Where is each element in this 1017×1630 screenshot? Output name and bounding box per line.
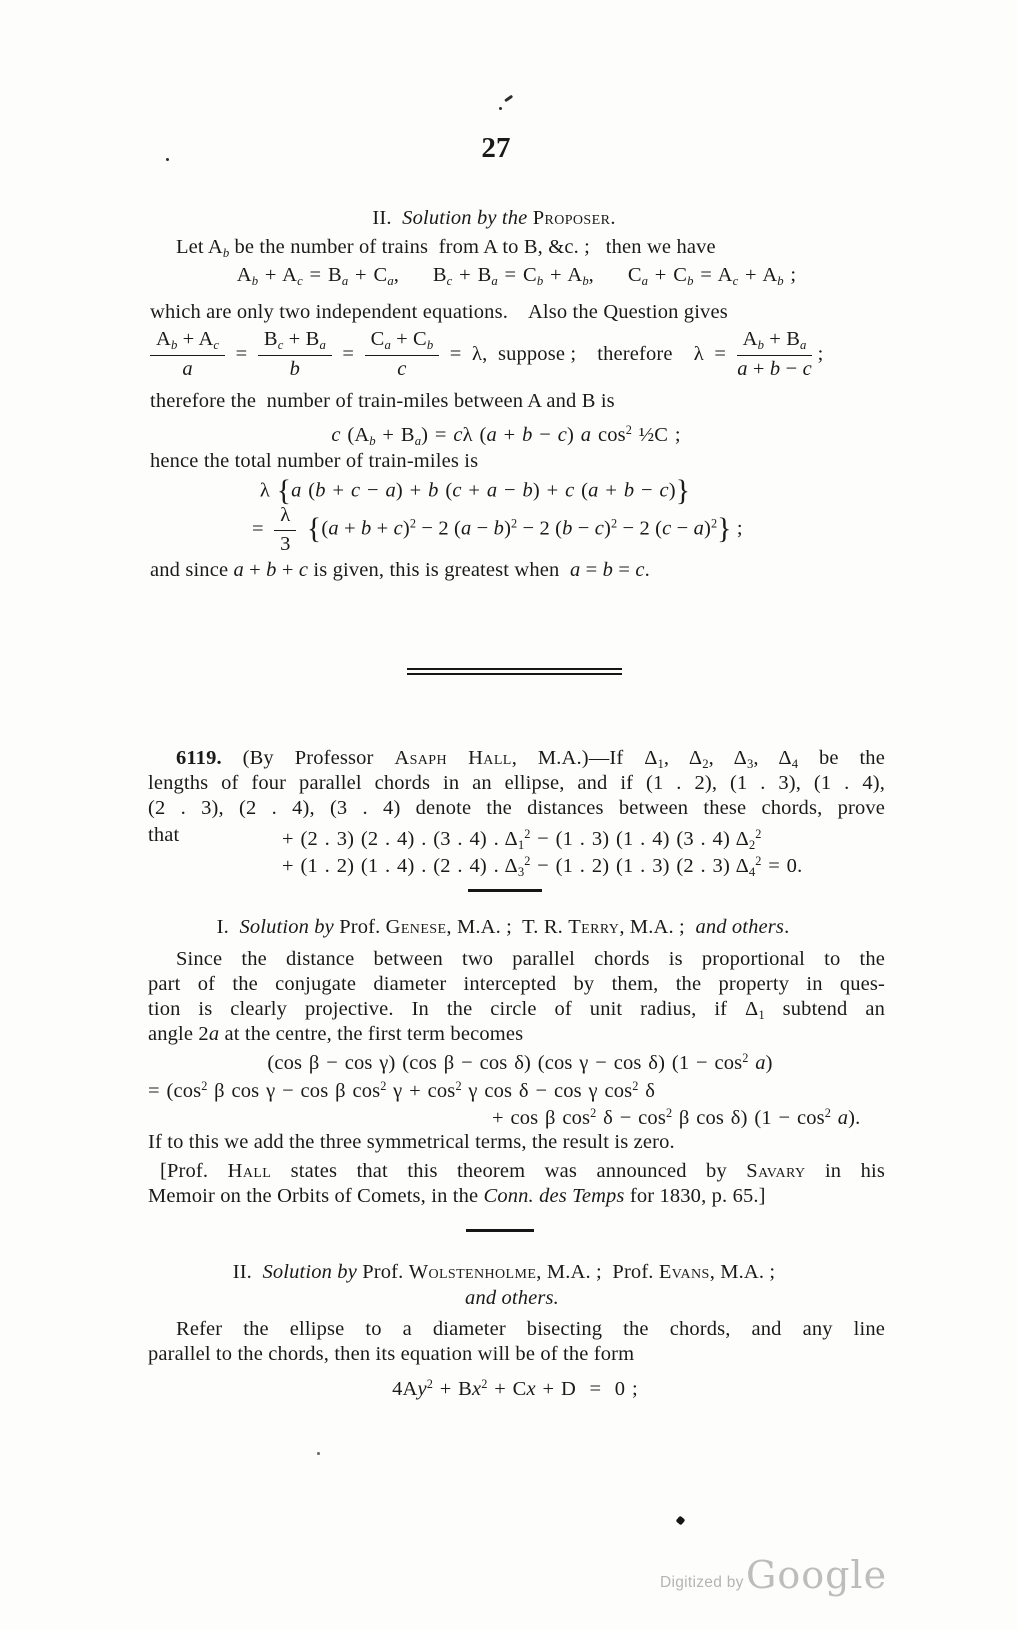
solution1-paragraph-line: Since the distance between two parallel chords is proportional to the <box>176 948 885 970</box>
solution2-heading-line2: and others. <box>465 1287 559 1309</box>
fraction <box>150 328 225 381</box>
fraction-denominator: b <box>289 358 301 381</box>
fraction-numerator: λ <box>274 504 296 531</box>
solution1-math-line3: + cos β $\cos^2 \delta - \cos^2 \beta$ cos δ) $(1 - \cos^2 a)$. <box>492 1106 861 1129</box>
equation-middle-text: = λ, suppose ; therefore λ = <box>439 343 737 366</box>
solution1-paragraph-line: part of the conjugate diameter intercepted by them, the property in ques- <box>148 973 885 995</box>
fraction-numerator: $C_a + C_b$ <box>365 328 440 356</box>
scan-speck <box>317 1452 320 1455</box>
question-6119-line: (2 . 3), (2 . 4), (3 . 4) denote the distances between these chords, prove <box>148 797 885 819</box>
equation-expanded-row <box>252 504 743 556</box>
equation-total-train-miles: λ {a (b + c − a) + b (c + a − b) + c (a + b − c)} <box>259 475 691 507</box>
section-divider-rule <box>468 889 542 892</box>
solution1-paragraph-line: angle 2a at the centre, the first term becomes <box>148 1023 524 1045</box>
text-line: which are only two independent equations. Also the Question gives <box>150 301 728 323</box>
that-label: that <box>148 824 180 846</box>
fraction-denominator: c <box>397 358 407 381</box>
fraction <box>737 328 813 381</box>
fraction <box>365 328 440 381</box>
text-line: and since a + b + c is given, this is greatest when a = b = c. <box>150 559 650 581</box>
fraction-denominator: a + b − c <box>737 358 812 381</box>
question-6119-line: 6119. (By Professor Asaph Hall, M.A.)—If $\Delta_1$, $\Delta_2$, $\Delta_3$, $\Delta_4$ be the <box>176 747 885 772</box>
scan-speck <box>499 107 502 110</box>
solution1-heading: I. Solution by Prof. Genese, M.A. ; T. R. Terry, M.A. ; and others. <box>216 916 790 938</box>
solution1-math-line1: (cos β − cos γ) (cos β − cos δ) (cos γ − cos δ) $(1 - \cos^2 a)$ <box>267 1051 773 1074</box>
fraction-denominator: 3 <box>280 532 291 555</box>
solution2-equation: $4Ay^2 + Bx^2 + Cx + D = 0$ ; <box>392 1377 638 1400</box>
fraction-numerator: $A_b + B_a$ <box>737 328 813 356</box>
fraction-denominator: a <box>182 358 193 381</box>
fraction-lambda-thirds <box>274 504 296 556</box>
text-line: Let $A_b$ be the number of trains from A to B, &c. ; then we have <box>176 236 716 261</box>
solution2-heading-line1: II. Solution by Prof. Wolstenholme, M.A. ; Prof. Evans, M.A. ; <box>232 1261 776 1283</box>
equals-sign: = <box>252 518 275 541</box>
fraction-numerator: $B_c + B_a$ <box>258 328 332 356</box>
equation-ratio-row <box>150 328 824 381</box>
editor-note-line: [Prof. Hall states that this theorem was announced by Savary in his <box>160 1160 886 1182</box>
solution-heading-proposer: II. Solution by the Proposer. <box>372 207 616 229</box>
section-divider-rule <box>466 1229 534 1232</box>
text-line: hence the total number of train-miles is <box>150 450 479 472</box>
question-6119-equation-line2: + (1 . 2) (1 . 4) . (2 . 4) . $\Delta_3^2 - (1$ . 2) (1 . 3) (2 . 3) $\Delta_4^2 = 0$. <box>282 854 803 879</box>
solution1-math-line2: = ($\cos^2$ β cos γ − cos β $\cos^2 \gamma + \cos^2 \gamma$ cos δ − cos γ $\cos^2 \delta$ <box>148 1079 656 1102</box>
semicolon: ; <box>812 343 824 366</box>
page-number: 27 <box>481 132 511 164</box>
solution2-paragraph-line: parallel to the chords, then its equation will be of the form <box>148 1343 635 1365</box>
section-divider-double-rule <box>407 668 622 675</box>
equals-sign: = <box>225 343 258 366</box>
question-6119-line: lengths of four parallel chords in an ellipse, and if (1 . 2), (1 . 3), (1 . 4), <box>148 772 885 794</box>
google-logo: Google <box>746 1553 888 1597</box>
fraction-numerator: $A_b + A_c$ <box>150 328 225 356</box>
editor-note-line: Memoir on the Orbits of Comets, in the Conn. des Temps for 1830, p. 65.] <box>148 1185 766 1207</box>
solution1-paragraph-line: tion is clearly projective. In the circle of unit radius, if $\Delta_1$ subtend an <box>148 998 885 1023</box>
digitized-by-watermark: Digitized by <box>660 1574 744 1591</box>
text-line: therefore the number of train-miles between A and B is <box>150 390 615 412</box>
fraction <box>258 328 332 381</box>
solution1-closing-line: If to this we add the three symmetrical terms, the result is zero. <box>148 1131 675 1153</box>
solution2-paragraph-line: Refer the ellipse to a diameter bisecting the chords, and any line <box>176 1318 885 1340</box>
equation-train-system: $A_b + A_c = B_a + C_a$, $B_c + B_a = C_b + A_b$, $C_a + C_b = A_c + A_b$ ; <box>236 264 797 289</box>
equation-train-miles-ab: c $(A_b + B_a) = c\lambda$ (a + b − c) a $\cos^2$ ½C ; <box>331 423 681 448</box>
equation-rhs: {$(a + b + c)^2 - 2$ $(a - b)^2 - 2$ $(b - c)^2 - 2$ $(c - a)^2$} ; <box>306 513 743 546</box>
scan-speck <box>676 1516 686 1526</box>
equals-sign: = <box>331 343 365 366</box>
question-6119-equation-line1: + (2 . 3) (2 . 4) . (3 . 4) . $\Delta_1^2 - (1$ . 3) (1 . 4) (3 . 4) $\Delta_2^2$ <box>282 827 762 852</box>
scan-speck <box>504 95 513 102</box>
